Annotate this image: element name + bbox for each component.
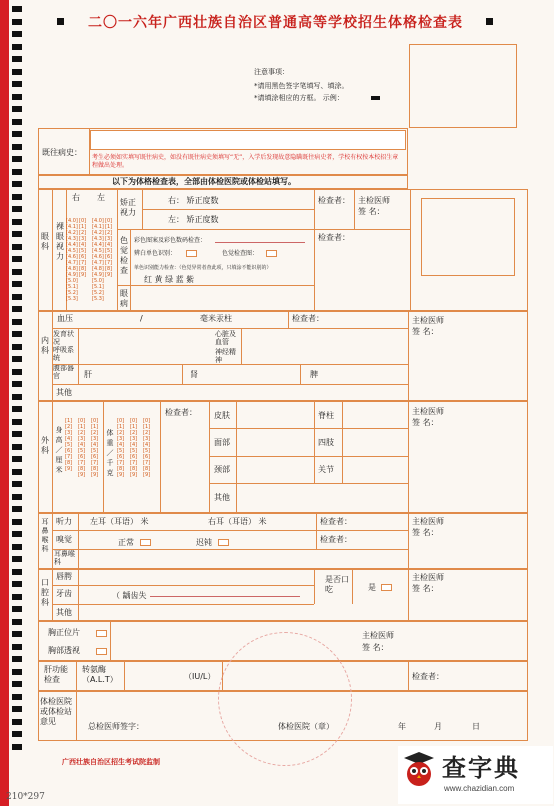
opinion-label: 体检医院或体检站意见 (40, 697, 72, 726)
timing-mark (12, 69, 22, 75)
color-chart-test: 色觉检查图： (222, 250, 259, 257)
single-color-test: 辨白单色识别： (134, 250, 177, 257)
timing-mark (12, 444, 22, 450)
form-title: 二〇一六年广西壮族自治区普通高等学校招生体格检查表 (88, 15, 463, 31)
face-label: 面部 (214, 438, 230, 447)
naked-vision-label: 裸眼视力 (56, 222, 64, 261)
eye-doctor-sign: 签 名： (358, 207, 385, 216)
height-digits-1[interactable]: [1] [2] [3] [4] [5] [6] [7] [8] [9] (65, 418, 73, 472)
ent-organ-label: 耳鼻喉科 (54, 550, 75, 566)
weight-digits-1[interactable]: [0] [1] [2] [3] [4] [5] [6] [7] [8] [9] (117, 418, 125, 478)
chief-doctor-sign: 总检医师签字： (88, 722, 144, 731)
date-year: 年 (398, 722, 406, 731)
paper-size: 210*297 (6, 792, 45, 802)
timing-mark (12, 131, 22, 137)
timing-mark (12, 306, 22, 312)
neck-label: 颈部 (214, 465, 230, 474)
notes-line-2: *请填涂相应的方框。 示例： (254, 94, 344, 102)
internal-other-label: 其他 (56, 388, 72, 397)
timing-mark (12, 531, 22, 537)
left-ear: 左耳（耳语） 米 (90, 517, 149, 526)
color-names: 红 黄 绿 蓝 紫 (144, 275, 195, 284)
timing-mark (12, 231, 22, 237)
eye-section-label: 眼科 (41, 232, 49, 251)
xray-doctor-label: 主检医师 (362, 631, 394, 640)
logo-url: www.chazidian.com (444, 784, 515, 793)
timing-marks (12, 0, 22, 760)
timing-mark (12, 144, 22, 150)
timing-mark (12, 94, 22, 100)
stutter-yes: 是 (368, 583, 376, 592)
timing-mark (12, 119, 22, 125)
spine-label: 脊柱 (318, 411, 334, 420)
timing-mark (12, 244, 22, 250)
xray-doctor-sign: 签 名： (362, 643, 389, 652)
corner-mark (486, 18, 493, 25)
smell-dull-checkbox[interactable] (218, 539, 229, 546)
timing-mark (12, 431, 22, 437)
history-input[interactable] (90, 130, 406, 150)
history-note: 考生必须如实填写既往病史，如没有既往病史须填写“无”，入学后发现故意隐瞒既往病史者，学校有权按本校招生章程做出处理。 (92, 154, 399, 169)
photo-frame (421, 198, 515, 276)
right-ear: 右耳（耳语） 米 (208, 517, 267, 526)
timing-mark (12, 619, 22, 625)
filled-example-mark (371, 96, 380, 100)
alt-unit: （IU/L） (184, 672, 216, 681)
chest-fluoro-label: 胸部透视 (48, 646, 80, 655)
photo-box-top (409, 44, 517, 128)
timing-mark (12, 506, 22, 512)
logo-text: 查字典 (442, 754, 520, 782)
chest-film-checkbox[interactable] (96, 630, 107, 637)
chest-fluoro-checkbox[interactable] (96, 648, 107, 655)
oral-section-label: 口腔科 (41, 578, 49, 607)
notes-line-1: *请用黑色签字笔填写、填涂。 (254, 82, 349, 90)
surgery-section-label: 外科 (41, 436, 49, 455)
internal-doctor-label: 主检医师 (412, 316, 444, 325)
timing-mark (12, 456, 22, 462)
timing-mark (12, 369, 22, 375)
surgery-doctor-sign: 签 名： (412, 418, 439, 427)
bp-unit: 毫米汞柱 (200, 314, 232, 323)
timing-mark (12, 556, 22, 562)
corrected-right: 右： 矫正度数 (168, 196, 219, 205)
timing-mark (12, 644, 22, 650)
limbs-label: 四肢 (318, 438, 334, 447)
timing-mark (12, 406, 22, 412)
timing-mark (12, 181, 22, 187)
date-month: 月 (434, 722, 442, 731)
liver-checker: 检查者： (412, 672, 444, 681)
timing-mark (12, 194, 22, 200)
stutter-label: 是否口吃 (325, 575, 349, 594)
timing-mark (12, 206, 22, 212)
timing-mark (12, 156, 22, 162)
timing-mark (12, 281, 22, 287)
timing-mark (12, 19, 22, 25)
stutter-checkbox[interactable] (381, 584, 392, 591)
teeth-label: 牙齿 (56, 589, 72, 598)
color-test-label: 色觉检查 (120, 236, 128, 275)
single-color-checkbox[interactable] (186, 250, 197, 257)
timing-mark (12, 519, 22, 525)
timing-mark (12, 356, 22, 362)
heart-label: 心脏及血管 (215, 330, 236, 346)
corrected-vision-label: 矫正视力 (120, 198, 136, 217)
eye-doctor-label: 主检医师 (358, 196, 390, 205)
timing-mark (12, 31, 22, 37)
hospital-stamp: 体检医院（章） (278, 722, 334, 731)
timing-mark (12, 631, 22, 637)
smell-normal-checkbox[interactable] (140, 539, 151, 546)
surgery-doctor-label: 主检医师 (412, 407, 444, 416)
color-ability-label: 单色识别能力检查：（色觉异常者查此项，只填涂不能识别的） (134, 265, 272, 271)
weight-digits-2[interactable]: [0] [1] [2] [3] [4] [5] [6] [7] [8] [9] (130, 418, 138, 478)
timing-mark (12, 731, 22, 737)
bp-slash: / (140, 314, 143, 323)
timing-mark (12, 331, 22, 337)
ent-section-label: 耳鼻喉科 (41, 518, 49, 553)
timing-mark (12, 481, 22, 487)
timing-mark (12, 106, 22, 112)
timing-mark (12, 694, 22, 700)
lips-label: 唇腭 (56, 572, 72, 581)
timing-mark (12, 681, 22, 687)
naked-left-digits[interactable]: [4.0] [4.1] [4.2] [4.3] [4.4] [4.5] [4.6] [4.7] [4.8] [4.9] [5.0] [5.1] [5.2] [5.3] (92, 218, 104, 302)
skin-label: 皮肤 (214, 411, 230, 420)
height-digits-2[interactable]: [0] [1] [2] [3] [4] [5] [6] [7] [8] [9] (78, 418, 86, 478)
timing-mark (12, 719, 22, 725)
weight-digits-3[interactable]: [0] [1] [2] [3] [4] [5] [6] [7] [8] [9] (143, 418, 151, 478)
timing-mark (12, 581, 22, 587)
timing-mark (12, 169, 22, 175)
internal-section-label: 内科 (41, 336, 49, 355)
eye-disease-label: 眼病 (120, 289, 128, 308)
timing-mark (12, 344, 22, 350)
hearing-label: 听力 (56, 517, 72, 526)
height-label: 身高／厘米 (55, 426, 63, 474)
internal-doctor-sign: 签 名： (412, 327, 439, 336)
ent-doctor-sign: 签 名： (412, 528, 439, 537)
naked-right-digits[interactable]: [4.0] [4.1] [4.2] [4.3] [4.4] [4.5] [4.6] [4.7] [4.8] [4.9] [5.0] [5.1] [5.2] [5.3] (66, 218, 78, 302)
chest-film-label: 胸正位片 (48, 628, 80, 637)
liver-test-label: 肝功能检查 (44, 665, 68, 684)
naked-right-digits-b[interactable]: [0] [1] [2] [3] [4] [5] [6] [7] [8] [9] (79, 218, 87, 278)
naked-left-digits-b[interactable]: [0] [1] [2] [3] [4] [5] [6] [7] [8] [9] (105, 218, 113, 278)
ent-checker-2: 检查者： (320, 535, 352, 544)
stamp-circle (218, 632, 352, 766)
timing-mark (12, 56, 22, 62)
weight-label: 体重／千克 (106, 429, 114, 477)
history-label: 既往病史： (42, 148, 82, 157)
timing-mark (12, 544, 22, 550)
timing-mark (12, 294, 22, 300)
smell-normal: 正常 (118, 538, 134, 547)
timing-mark (12, 706, 22, 712)
timing-mark (12, 669, 22, 675)
timing-mark (12, 419, 22, 425)
caries-label: （ 龋齿失 (112, 591, 147, 600)
spleen-label: 脾 (310, 370, 318, 379)
timing-mark (12, 256, 22, 262)
smell-dull: 迟钝 (196, 538, 212, 547)
timing-mark (12, 656, 22, 662)
timing-mark (12, 469, 22, 475)
corrected-left: 左： 矫正度数 (168, 215, 219, 224)
notes-heading: 注意事项： (254, 68, 289, 76)
ent-checker-1: 检查者： (320, 517, 352, 526)
smell-label: 嗅觉 (56, 535, 72, 544)
color-image-test: 彩色图案及彩色数码检查： (134, 237, 207, 244)
site-logo (398, 746, 553, 804)
oral-doctor-label: 主检医师 (412, 573, 444, 582)
kidney-label: 肾 (190, 370, 198, 379)
abdomen-label: 腹部器官 (53, 364, 74, 380)
internal-section (38, 311, 528, 401)
timing-mark (12, 319, 22, 325)
timing-mark (12, 44, 22, 50)
timing-mark (12, 569, 22, 575)
owl-mascot-icon (400, 750, 438, 788)
timing-mark (12, 81, 22, 87)
development-label: 发育状况 (53, 330, 74, 346)
liver-label: 肝 (84, 370, 92, 379)
bp-label: 血压 (57, 314, 73, 323)
surgery-checker: 检查者： (165, 408, 197, 417)
respiratory-label: 呼吸系统 (53, 346, 74, 362)
naked-left-label: 左 (97, 193, 105, 202)
issuer-footer: 广西壮族自治区招生考试院监制 (62, 758, 160, 766)
internal-checker: 检查者： (292, 314, 324, 323)
timing-mark (12, 269, 22, 275)
corner-mark (57, 18, 64, 25)
timing-mark (12, 6, 22, 12)
ent-doctor-label: 主检医师 (412, 517, 444, 526)
height-digits-3[interactable]: [0] [1] [2] [3] [4] [5] [6] [7] [8] [9] (91, 418, 99, 478)
instruction-text: 以下为体格检查表，全部由体检医院或体检站填写。 (112, 177, 296, 186)
oral-doctor-sign: 签 名： (412, 584, 439, 593)
alt-label: 转氨酶（A.L.T） (82, 665, 118, 684)
red-edge-stripe (0, 0, 9, 806)
timing-mark (12, 744, 22, 750)
color-chart-checkbox[interactable] (266, 250, 277, 257)
eye-checker-2: 检查者： (318, 233, 350, 242)
eye-checker-1: 检查者： (318, 196, 350, 205)
timing-mark (12, 394, 22, 400)
timing-mark (12, 606, 22, 612)
date-day: 日 (472, 722, 480, 731)
timing-mark (12, 381, 22, 387)
timing-mark (12, 594, 22, 600)
joints-label: 关节 (318, 465, 334, 474)
naked-right-label: 右 (72, 193, 80, 202)
timing-mark (12, 494, 22, 500)
nerve-label: 神经精神 (215, 348, 236, 364)
timing-mark (12, 219, 22, 225)
oral-other-label: 其他 (56, 608, 72, 617)
surgery-other-label: 其他 (214, 493, 230, 502)
